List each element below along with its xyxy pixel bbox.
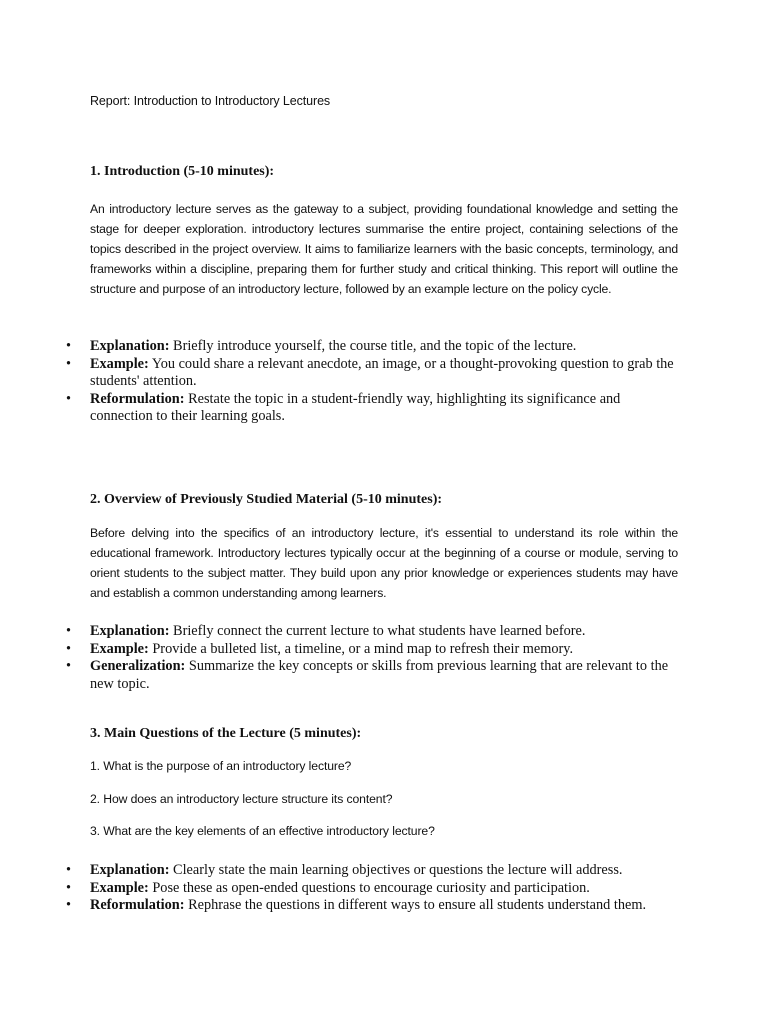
- bullet-icon: •: [66, 640, 72, 657]
- bullet-icon: •: [66, 355, 72, 372]
- bullet-label: Example:: [90, 640, 149, 657]
- section-1-paragraph: An introductory lecture serves as the gateway to a subject, providing foundational knowledge and setting the stage for deeper exploration. introductory lectures summarise the entire project, containing selections of the topics described in the project overview. It aims to familiarize learners with the basic concepts, terminology, and frameworks within a discipline, preparing them for further study and critical thinking. This report will outline the structure and purpose of an introductory lecture, followed by an example lecture on the policy cycle.: [90, 202, 678, 296]
- list-item: [66, 623, 682, 641]
- bullet-icon: •: [66, 897, 72, 913]
- bullet-icon: •: [66, 658, 72, 674]
- bullet-icon: •: [66, 879, 72, 896]
- bullet-text: Briefly connect the current lecture to what students have learned before.: [169, 623, 586, 639]
- bullet-icon: •: [66, 623, 72, 639]
- list-item: [66, 897, 682, 915]
- bullet-label: Reformulation:: [90, 390, 185, 407]
- bullet-text: Pose these as open-ended questions to encourage curiosity and participation.: [148, 879, 590, 896]
- question-3: 3. What are the key elements of an effective introductory lecture?: [90, 824, 435, 838]
- list-item: [66, 356, 682, 391]
- list-item: [66, 880, 682, 898]
- section-2-heading: 2. Overview of Previously Studied Material (5-10 minutes):: [90, 492, 443, 507]
- bullet-label: Explanation:: [90, 338, 170, 354]
- bullet-label: Explanation:: [90, 862, 170, 878]
- section-2-bullet-list: [66, 623, 682, 693]
- bullet-text: Briefly introduce yourself, the course title, and the topic of the lecture.: [169, 338, 577, 354]
- bullet-text: Provide a bulleted list, a timeline, or a mind map to refresh their memory.: [148, 640, 574, 657]
- bullet-label: Explanation:: [90, 623, 170, 639]
- question-2: 2. How does an introductory lecture structure its content?: [90, 792, 393, 806]
- list-item: [66, 658, 682, 693]
- list-item: [66, 641, 682, 659]
- question-1: 1. What is the purpose of an introductory lecture?: [90, 759, 352, 773]
- bullet-label: Reformulation:: [90, 897, 185, 913]
- bullet-icon: •: [66, 338, 72, 354]
- list-item: [66, 338, 682, 356]
- bullet-text: Rephrase the questions in different ways to ensure all students understand them.: [184, 897, 647, 913]
- list-item: [66, 862, 682, 880]
- bullet-text: Summarize the key concepts or skills from previous learning that are relevant to the new topic.: [90, 658, 669, 692]
- section-1-bullet-list: [66, 338, 682, 426]
- bullet-text: Restate the topic in a student-friendly way, highlighting its significance and connection to their learning goals.: [90, 390, 621, 424]
- section-2-paragraph: Before delving into the specifics of an introductory lecture, it's essential to understand its role within the educational framework. Introductory lectures typically occur at the beginning of a course or module, serving to orient students to the subject matter. They build upon any prior knowledge or experiences students may have and establish a common understanding among learners.: [90, 526, 678, 600]
- bullet-label: Generalization:: [90, 658, 186, 674]
- section-3-bullet-list: [66, 862, 682, 915]
- bullet-text: You could share a relevant anecdote, an image, or a thought-provoking question to grab the students' attention.: [90, 355, 674, 389]
- bullet-icon: •: [66, 390, 72, 407]
- section-3-heading: 3. Main Questions of the Lecture (5 minutes):: [90, 726, 362, 741]
- list-item: [66, 391, 682, 426]
- report-title: Report: Introduction to Introductory Lectures: [90, 94, 331, 108]
- bullet-text: Clearly state the main learning objectives or questions the lecture will address.: [169, 862, 623, 878]
- bullet-label: Example:: [90, 355, 149, 372]
- section-1-heading: 1. Introduction (5-10 minutes):: [90, 164, 275, 179]
- bullet-label: Example:: [90, 879, 149, 896]
- bullet-icon: •: [66, 862, 72, 878]
